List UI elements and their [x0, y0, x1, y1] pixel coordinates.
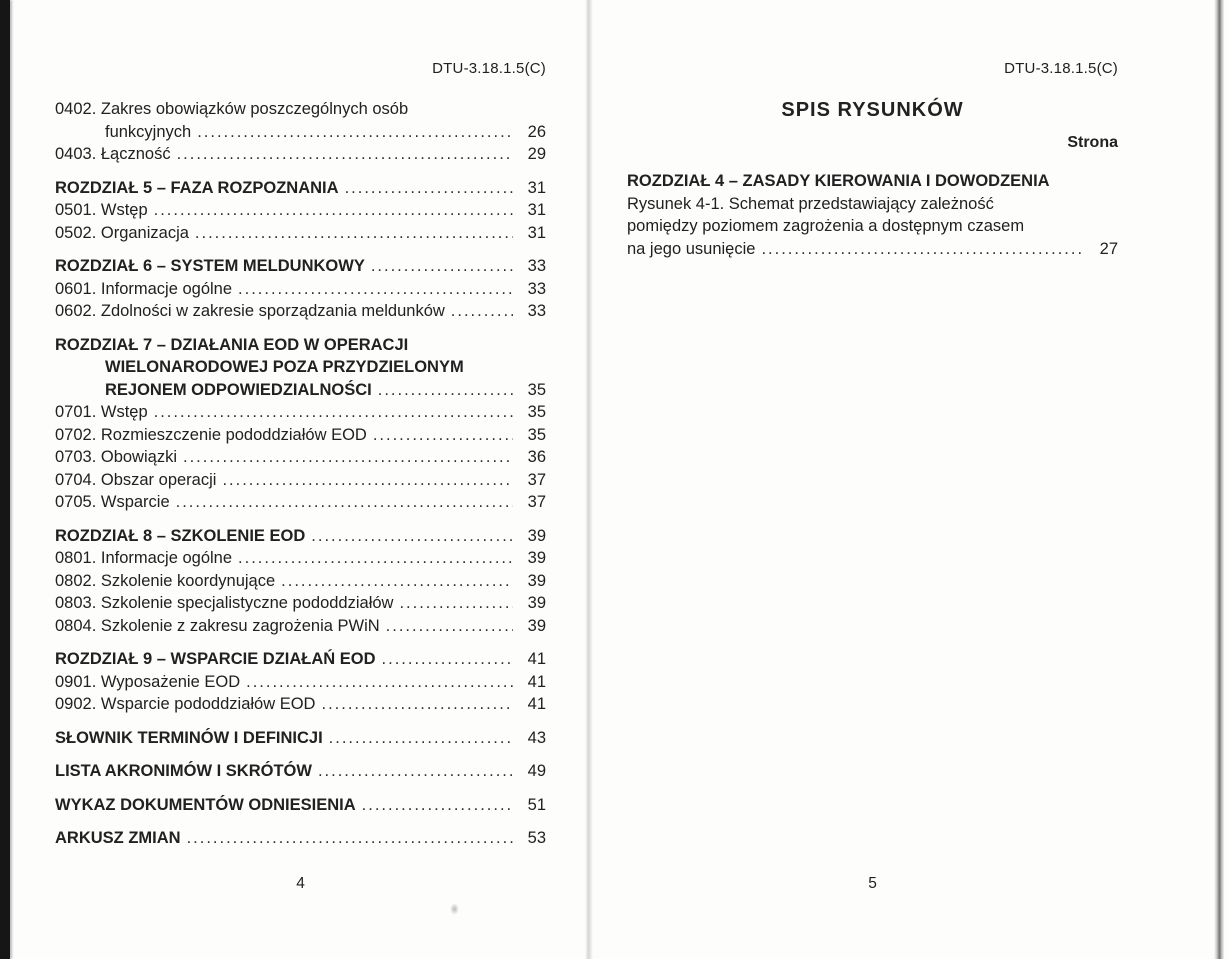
toc-heading-row [55, 827, 546, 850]
toc-entry-label: ROZDZIAŁ 4 – ZASADY KIEROWANIA I DOWODZENIA [627, 172, 1050, 190]
toc-entry-row [55, 424, 546, 447]
toc-entry-row [55, 143, 546, 166]
toc-leader-dots [197, 121, 513, 144]
toc-page-number: 26 [527, 122, 546, 141]
toc-leader-dots [451, 300, 513, 323]
toc-entry-label: WYKAZ DOKUMENTÓW ODNIESIENIA [55, 795, 356, 814]
toc-page-number: 39 [527, 616, 546, 635]
toc-leader-dots [386, 615, 513, 638]
toc-page-number: 51 [527, 795, 546, 814]
toc-entry-label: funkcyjnych [105, 122, 192, 141]
toc-leader-dots [176, 491, 513, 514]
toc-entry-row [55, 278, 546, 301]
toc-entry-label: 0602. Zdolności w zakresie sporządzania meldunków [55, 302, 445, 320]
toc-entry-label: 0801. Informacje ogólne [55, 549, 233, 567]
toc-entry-row [55, 98, 546, 121]
toc-entry-label: 0704. Obszar operacji [55, 470, 217, 489]
toc-heading-row [55, 356, 546, 379]
toc-entry-row [55, 671, 546, 694]
toc-page-number: 41 [527, 695, 546, 713]
toc-leader-dots [154, 199, 513, 222]
toc-heading-row [55, 760, 546, 783]
toc-heading-row [55, 525, 546, 548]
toc-entry-label: 0601. Informacje ogólne [55, 279, 233, 298]
toc-page-number: 31 [527, 201, 546, 219]
toc-entry-row [55, 222, 546, 245]
toc-entry-label: 0804. Szkolenie z zakresu zagrożenia PWiN [55, 616, 380, 635]
figures-list-title: SPIS RYSUNKÓW [781, 99, 964, 121]
toc-page-number: 35 [527, 380, 546, 399]
toc-entry-row [627, 193, 1118, 216]
toc-entry-row [55, 121, 546, 144]
toc-page-number: 37 [527, 470, 546, 489]
page-number-right: 5 [868, 875, 877, 892]
toc-entry-row [55, 446, 546, 469]
toc-leader-dots [373, 424, 513, 447]
toc-entry-row [55, 469, 546, 492]
scan-artifact [450, 903, 459, 915]
toc-leader-dots [238, 547, 513, 570]
toc-leader-dots [382, 648, 513, 671]
toc-heading-row [55, 334, 546, 357]
toc-entry-label: 0702. Rozmieszczenie pododdziałów EOD [55, 425, 367, 444]
toc-page-number: 39 [527, 594, 546, 612]
page-gutter-shadow [585, 0, 593, 959]
toc-page-number: 35 [527, 403, 546, 421]
toc-leader-dots [371, 255, 513, 278]
toc-leader-dots [222, 469, 513, 492]
toc-heading-row [55, 648, 546, 671]
toc-entry-label: 0402. Zakres obowiązków poszczególnych osób [55, 100, 409, 118]
toc-page-number: 39 [527, 571, 546, 590]
doc-reference-left: DTU-3.18.1.5(C) [432, 60, 546, 77]
toc-entry-label: na jego usunięcie [627, 239, 756, 258]
toc-heading-row [55, 255, 546, 278]
toc-leader-dots [318, 760, 513, 783]
strona-column-label: Strona [1067, 134, 1118, 151]
toc-entry-label: 0703. Obowiązki [55, 448, 177, 466]
toc-page-number: 33 [527, 257, 546, 275]
scan-left-black-strip [0, 0, 10, 959]
toc-leader-dots [177, 143, 513, 166]
toc-page-number: 39 [527, 549, 546, 567]
toc-entry-label: 0403. Łączność [55, 145, 171, 163]
toc-entry-label: REJONEM ODPOWIEDZIALNOŚCI [105, 380, 372, 399]
toc-heading-row [55, 727, 546, 750]
toc-leader-dots [311, 525, 513, 548]
toc-entry-row [55, 300, 546, 323]
toc-page-number: 41 [527, 650, 546, 668]
toc-entry-label: WIELONARODOWEJ POZA PRZYDZIELONYM [105, 358, 464, 376]
toc-leader-dots [321, 693, 513, 716]
toc-page-number: 29 [527, 145, 546, 163]
toc-entry-label: ROZDZIAŁ 5 – FAZA ROZPOZNANIA [55, 178, 339, 197]
toc-leader-dots [362, 794, 513, 817]
toc-entry-row [55, 491, 546, 514]
toc-entry-label: ROZDZIAŁ 9 – WSPARCIE DZIAŁAŃ EOD [55, 650, 376, 668]
page-number-left: 4 [296, 875, 305, 892]
toc-entry-label: Rysunek 4-1. Schemat przedstawiający zależność [627, 194, 994, 213]
toc-page-number: 35 [527, 425, 546, 444]
toc-entry-row [627, 238, 1118, 261]
toc-entry-row [627, 215, 1118, 238]
toc-entry-label: ARKUSZ ZMIAN [55, 829, 181, 847]
toc-leader-dots [187, 827, 513, 850]
toc-entry-row [55, 592, 546, 615]
toc-entry-row [55, 401, 546, 424]
toc-leader-dots [281, 570, 513, 593]
toc-page-number: 33 [527, 302, 546, 320]
toc-entry-row [55, 570, 546, 593]
toc-page-number: 53 [527, 829, 546, 847]
toc-leader-dots [183, 446, 513, 469]
toc-page-number: 37 [527, 493, 546, 511]
toc-entry-label: 0803. Szkolenie specjalistyczne pododdziałów [55, 594, 394, 612]
toc-list [55, 98, 546, 850]
toc-page-number: 41 [527, 672, 546, 691]
toc-page-number: 31 [527, 223, 546, 242]
toc-leader-dots [761, 238, 1085, 261]
toc-entry-label: 0902. Wsparcie pododdziałów EOD [55, 695, 316, 713]
toc-page-number: 31 [527, 178, 546, 197]
toc-entry-label: ROZDZIAŁ 6 – SYSTEM MELDUNKOWY [55, 257, 365, 275]
toc-entry-row [55, 615, 546, 638]
toc-page-number: 39 [527, 526, 546, 545]
toc-entry-row [55, 693, 546, 716]
toc-heading-row [55, 794, 546, 817]
toc-leader-dots [329, 727, 513, 750]
toc-entry-label: 0502. Organizacja [55, 223, 189, 242]
toc-heading-row [627, 170, 1118, 193]
figure-list [627, 170, 1118, 260]
toc-heading-row [55, 177, 546, 200]
toc-leader-dots [378, 379, 513, 402]
doc-reference-right: DTU-3.18.1.5(C) [1004, 60, 1118, 77]
toc-page-number: 49 [527, 762, 546, 780]
toc-leader-dots [238, 278, 513, 301]
toc-entry-label: SŁOWNIK TERMINÓW I DEFINICJI [55, 728, 323, 747]
toc-leader-dots [154, 401, 513, 424]
toc-page-number: 33 [527, 279, 546, 298]
toc-entry-row [55, 199, 546, 222]
toc-leader-dots [345, 177, 513, 200]
toc-entry-label: ROZDZIAŁ 8 – SZKOLENIE EOD [55, 526, 306, 545]
toc-entry-label: ROZDZIAŁ 7 – DZIAŁANIA EOD W OPERACJI [55, 335, 409, 354]
toc-entry-label: 0705. Wsparcie [55, 493, 170, 511]
toc-entry-label: pomiędzy poziomem zagrożenia a dostępnym czasem [627, 217, 1025, 235]
toc-leader-dots [399, 592, 513, 615]
toc-entry-row [55, 547, 546, 570]
scan-right-edge-line [1214, 0, 1224, 959]
toc-heading-row [55, 379, 546, 402]
toc-page-number: 27 [1099, 239, 1118, 258]
toc-page-number: 36 [527, 448, 546, 466]
toc-entry-label: LISTA AKRONIMÓW I SKRÓTÓW [55, 762, 312, 780]
toc-entry-label: 0802. Szkolenie koordynujące [55, 571, 276, 590]
toc-entry-label: 0701. Wstęp [55, 403, 148, 421]
toc-leader-dots [195, 222, 513, 245]
toc-leader-dots [246, 671, 513, 694]
toc-entry-label: 0901. Wyposażenie EOD [55, 672, 241, 691]
toc-page-number: 43 [527, 728, 546, 747]
toc-entry-label: 0501. Wstęp [55, 201, 148, 219]
